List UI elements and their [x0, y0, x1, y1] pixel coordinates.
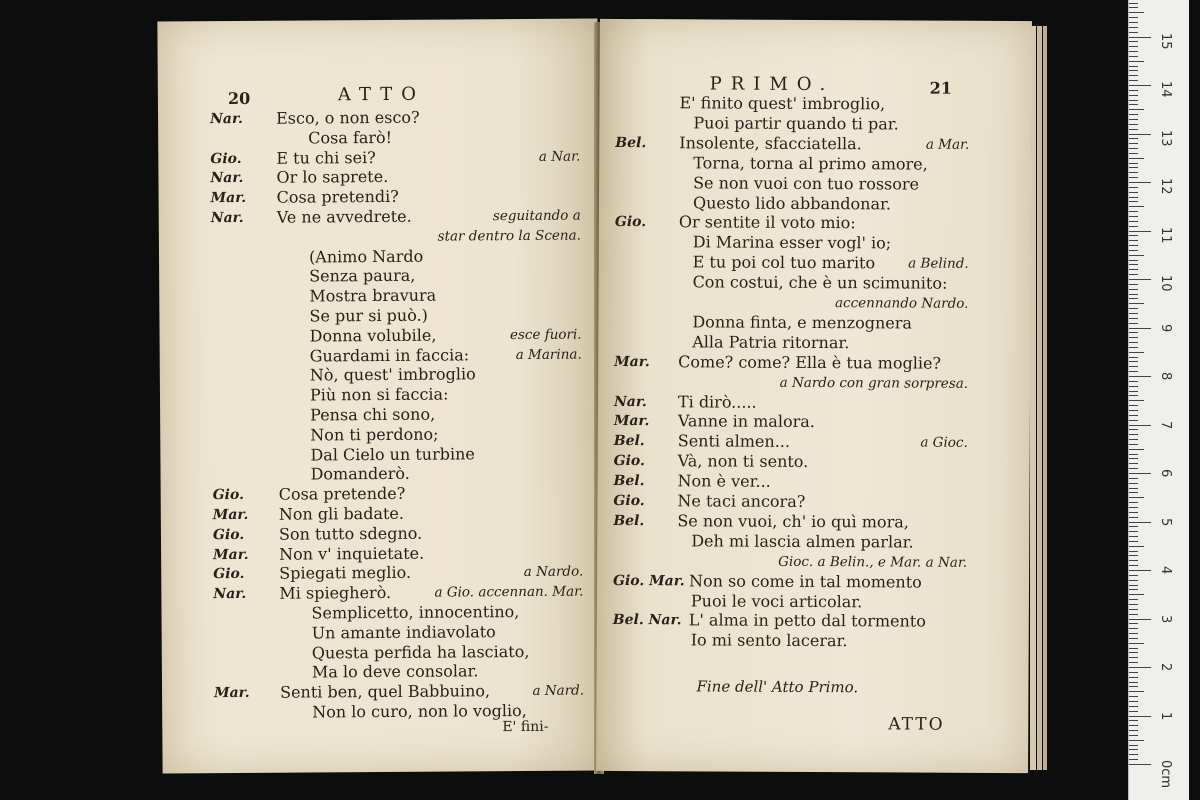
ruler-tick	[1129, 167, 1138, 168]
ruler-tick	[1129, 454, 1138, 455]
speaker-label: Gio.	[212, 487, 244, 504]
ruler-number: 0cm	[1158, 760, 1173, 789]
verse-line: E' finito quest' imbroglio,	[679, 93, 886, 114]
ruler-tick	[1129, 226, 1138, 227]
speaker-label: Mar.	[213, 546, 249, 563]
verse-line: Torna, torna al primo amore,	[693, 153, 928, 174]
verse-line: Dal Cielo un turbine	[310, 443, 475, 465]
speaker-label: Mar.	[214, 685, 250, 702]
ruler-tick	[1129, 444, 1138, 445]
ruler-tick	[1129, 352, 1144, 353]
verse-line: E tu poi col tuo marito	[692, 252, 876, 273]
verse-line: Semplicetto, innocentino,	[311, 602, 520, 623]
speaker-label: Mar.	[212, 506, 249, 524]
verse-line: Non gli badate.	[278, 503, 405, 524]
speaker-label: Gio. Mar.	[612, 572, 685, 589]
stage-direction: star dentro la Scena.	[437, 227, 581, 245]
ruler-number: 11	[1158, 226, 1173, 244]
stage-direction: a Nard.	[532, 682, 585, 700]
speaker-label: Nar.	[213, 586, 247, 603]
ruler-tick	[1129, 740, 1144, 741]
ruler-tick	[1129, 37, 1151, 38]
ruler-tick	[1129, 114, 1138, 115]
verse-line: Mi spiegherò.	[279, 583, 392, 603]
ruler-tick	[1129, 85, 1151, 86]
ruler-number: 3	[1158, 614, 1173, 623]
ruler-number: 12	[1158, 178, 1173, 195]
verse-line: Senti almen...	[677, 431, 791, 452]
ruler-tick	[1129, 759, 1138, 760]
speaker-label: Mar.	[210, 190, 247, 207]
ruler-tick	[1129, 691, 1144, 692]
speaker-label: Bel.	[613, 473, 645, 490]
verse-line: L' alma in petto dal tormento	[688, 610, 926, 631]
ruler-tick	[1129, 599, 1138, 600]
ruler-tick	[1129, 3, 1138, 4]
verse-line: Io mi sento lacerar.	[690, 630, 848, 651]
left-page	[157, 18, 602, 773]
page-number: 21	[929, 78, 952, 98]
ruler-tick	[1129, 425, 1151, 426]
ruler-tick	[1129, 279, 1151, 280]
ruler-tick	[1129, 614, 1138, 615]
verse-line: Donna volubile,	[309, 325, 437, 346]
ruler-tick	[1129, 555, 1138, 556]
ruler-tick	[1129, 711, 1138, 712]
verse-line: Spiegati meglio.	[279, 563, 412, 584]
ruler-tick	[1129, 274, 1138, 275]
ruler-tick	[1129, 686, 1138, 687]
ruler-tick	[1129, 240, 1138, 241]
verse-line: Mostra bravura	[309, 285, 437, 306]
ruler-tick	[1129, 400, 1144, 401]
ruler-tick	[1129, 551, 1138, 552]
verse-line: Come? come? Ella è tua moglie?	[678, 351, 942, 373]
ruler-tick	[1129, 662, 1138, 663]
stage-direction: a Gio. accennan. Mar.	[434, 583, 584, 601]
ruler-tick	[1129, 109, 1144, 110]
ruler-tick	[1129, 541, 1138, 542]
verse-line: Guardami in faccia:	[309, 344, 470, 366]
ruler-tick	[1129, 294, 1138, 295]
ruler-tick	[1129, 134, 1151, 135]
ruler-tick	[1129, 672, 1138, 673]
verse-line: Questa perfida ha lasciato,	[311, 641, 530, 663]
verse-line: Non lo curo, non lo voglio,	[312, 700, 527, 722]
ruler-tick	[1129, 410, 1138, 411]
ruler-tick	[1129, 619, 1151, 620]
speaker-label: Bel.	[613, 433, 645, 450]
verse-line: Puoi partir quando ti par.	[693, 113, 899, 134]
ruler-tick	[1129, 104, 1138, 105]
catchword: E' fini-	[502, 718, 549, 736]
verse-line: Ve ne avvedrete.	[276, 206, 412, 227]
ruler-tick	[1129, 623, 1138, 624]
ruler-tick	[1129, 657, 1138, 658]
ruler-tick	[1129, 206, 1144, 207]
ruler-tick	[1129, 347, 1138, 348]
ruler-tick	[1129, 284, 1138, 285]
verse-line: Ne taci ancora?	[677, 491, 806, 511]
ruler-tick	[1129, 589, 1138, 590]
speaker-label: Gio.	[614, 214, 647, 231]
ruler-number: 6	[1158, 469, 1173, 478]
ruler-tick	[1129, 463, 1138, 464]
ruler-number: 14	[1158, 81, 1173, 98]
verse-line: Non è ver...	[677, 471, 771, 491]
closing-line: Fine dell' Atto Primo.	[696, 677, 859, 697]
stage-direction: a Nar.	[538, 148, 581, 165]
ruler-tick	[1129, 27, 1138, 28]
ruler-tick	[1129, 366, 1138, 367]
speaker-label: Gio.	[213, 566, 245, 583]
ruler-tick	[1129, 434, 1138, 435]
ruler-tick	[1129, 235, 1138, 236]
verse-line: Cosa pretendi?	[276, 187, 399, 207]
right-page	[596, 19, 1032, 773]
speaker-label: Gio.	[613, 492, 645, 510]
ruler-tick	[1129, 318, 1138, 319]
ruler-tick	[1129, 201, 1138, 202]
verse-line: Deh mi lascia almen parlar.	[691, 531, 914, 552]
ruler-tick	[1129, 745, 1138, 746]
ruler-tick	[1129, 488, 1138, 489]
ruler-tick	[1129, 245, 1138, 246]
ruler-tick	[1129, 211, 1138, 212]
ruler-tick	[1129, 512, 1138, 513]
ruler-tick	[1129, 638, 1138, 639]
verse-line: Cosa pretende?	[278, 484, 406, 504]
speaker-label: Nar.	[210, 110, 243, 128]
verse-line: Pensa chi sono,	[310, 404, 436, 425]
ruler-tick	[1129, 628, 1138, 629]
ruler-tick	[1129, 570, 1151, 571]
ruler-tick	[1129, 449, 1144, 450]
ruler-tick	[1129, 546, 1144, 547]
ruler-tick	[1129, 269, 1138, 270]
verse-line: E tu chi sei?	[276, 147, 376, 168]
ruler-tick	[1129, 192, 1138, 193]
ruler-tick	[1129, 371, 1138, 372]
verse-line: Or lo saprete.	[276, 167, 389, 188]
ruler-tick	[1129, 153, 1138, 154]
verse-line: Un amante indiavolato	[311, 621, 496, 643]
ruler-tick	[1129, 725, 1138, 726]
ruler-tick	[1129, 429, 1138, 430]
ruler-tick	[1129, 420, 1138, 421]
ruler-tick	[1129, 575, 1138, 576]
ruler-tick	[1129, 764, 1151, 765]
verse-line: Alla Patria ritornar.	[692, 332, 850, 352]
verse-line: Or sentite il voto mio:	[678, 212, 856, 233]
stage-direction: esce fuori.	[509, 326, 582, 343]
verse-line: Esco, o non esco?	[275, 107, 420, 128]
ruler-tick	[1129, 46, 1138, 47]
verse-line: Di Marina esser vogl' io;	[692, 232, 892, 253]
ruler-tick	[1129, 468, 1138, 469]
ruler-tick	[1129, 483, 1138, 484]
ruler-tick	[1129, 129, 1138, 130]
ruler-tick	[1129, 439, 1138, 440]
ruler-tick	[1129, 124, 1138, 125]
verse-line: Non ti perdono;	[310, 424, 439, 445]
verse-line: Senti ben, quel Babbuino,	[280, 681, 491, 702]
ruler-tick	[1129, 395, 1138, 396]
ruler-tick	[1129, 526, 1138, 527]
ruler-tick	[1129, 61, 1144, 62]
ruler-tick	[1129, 332, 1138, 333]
ruler-tick	[1129, 531, 1138, 532]
verse-line: Insolente, sfacciatella.	[679, 133, 862, 154]
speaker-label: Nar.	[210, 170, 244, 187]
ruler-tick	[1129, 749, 1138, 750]
ruler-tick	[1129, 313, 1138, 314]
verse-line: Cosa farò!	[308, 127, 393, 148]
speaker-label: Gio.	[613, 453, 645, 470]
ruler-number: 9	[1158, 323, 1173, 332]
ruler-tick	[1129, 323, 1138, 324]
ruler-number: 7	[1158, 420, 1173, 429]
speaker-label: Bel.	[615, 134, 647, 151]
ruler-tick	[1129, 163, 1138, 164]
verse-line: Con costui, che è un scimunito:	[692, 272, 948, 293]
ruler-tick	[1129, 337, 1138, 338]
verse-line: (Animo Nardo	[308, 246, 424, 267]
ruler-tick	[1129, 376, 1151, 377]
stage-direction: a Belind.	[908, 255, 969, 272]
speaker-label: Nar.	[210, 209, 244, 227]
ruler-number: 2	[1158, 663, 1173, 672]
ruler-tick	[1129, 415, 1138, 416]
ruler-tick	[1129, 303, 1144, 304]
ruler-tick	[1129, 502, 1138, 503]
ruler-tick	[1129, 735, 1138, 736]
ruler-tick	[1129, 517, 1138, 518]
running-head: ATTO	[337, 83, 426, 106]
ruler-tick	[1129, 298, 1138, 299]
ruler-number: 1	[1158, 711, 1173, 720]
verse-line: Se non vuoi, ch' io quì mora,	[677, 511, 909, 532]
verse-line: Se pur si può.)	[309, 305, 428, 326]
ruler-tick	[1129, 51, 1138, 52]
ruler-tick	[1129, 720, 1138, 721]
ruler-tick	[1129, 677, 1138, 678]
ruler-tick	[1129, 250, 1138, 251]
verse-line: Più non si faccia:	[309, 384, 449, 405]
ruler-number: 15	[1158, 32, 1173, 50]
ruler-tick	[1129, 12, 1144, 13]
ruler-tick	[1129, 187, 1138, 188]
ruler-tick	[1129, 497, 1144, 498]
ruler-tick	[1129, 138, 1138, 139]
ruler-tick	[1129, 216, 1138, 217]
ruler-tick	[1129, 197, 1138, 198]
verse-line: Donna finta, e menzognera	[692, 312, 913, 333]
stage-direction: a Nardo con gran sorpresa.	[779, 374, 969, 392]
ruler-tick	[1129, 473, 1151, 474]
verse-line: Ma lo deve consolar.	[311, 661, 479, 682]
ruler-number: 5	[1158, 517, 1173, 526]
ruler-tick	[1129, 643, 1144, 644]
verse-line: Son tutto sdegno.	[278, 523, 423, 544]
ruler-tick	[1129, 80, 1138, 81]
page-number: 20	[227, 88, 251, 109]
stage-direction: a Marina.	[515, 346, 582, 363]
verse-line: Non so come in tal momento	[688, 570, 922, 592]
ruler-tick	[1129, 90, 1138, 91]
speaker-label: Mar.	[613, 413, 650, 430]
stage-direction: accennando Nardo.	[834, 295, 969, 312]
ruler-tick	[1129, 701, 1138, 702]
ruler-tick	[1129, 143, 1138, 144]
ruler-tick	[1129, 730, 1138, 731]
stage-direction: a Nardo.	[523, 563, 584, 581]
ruler-tick	[1129, 177, 1138, 178]
ruler-tick	[1129, 41, 1138, 42]
ruler-tick	[1129, 158, 1144, 159]
ruler-number: 8	[1158, 372, 1173, 381]
speaker-label: Nar.	[613, 393, 647, 410]
ruler-tick	[1129, 56, 1138, 57]
verse-line: Puoi le voci articolar.	[690, 590, 863, 611]
ruler-number: 10	[1158, 275, 1173, 292]
ruler-tick	[1129, 754, 1138, 755]
ruler-tick	[1129, 289, 1138, 290]
ruler-tick	[1129, 405, 1138, 406]
speaker-label: Bel. Nar.	[612, 612, 682, 629]
ruler-tick	[1129, 696, 1138, 697]
ruler-tick	[1129, 604, 1138, 605]
ruler-tick	[1129, 357, 1138, 358]
ruler-tick	[1129, 66, 1138, 67]
ruler-tick	[1129, 381, 1138, 382]
ruler-tick	[1129, 522, 1151, 523]
verse-line: Và, non ti sento.	[677, 451, 809, 472]
ruler-tick	[1129, 182, 1151, 183]
ruler-tick	[1129, 560, 1138, 561]
ruler-tick	[1129, 633, 1138, 634]
ruler-tick	[1129, 308, 1138, 309]
ruler-number: 4	[1158, 566, 1173, 575]
speaker-label: Gio.	[210, 150, 242, 167]
ruler-number: 13	[1158, 129, 1173, 147]
ruler-tick	[1129, 652, 1138, 653]
ruler-tick	[1129, 342, 1138, 343]
verse-line: Nò, quest' imbroglio	[309, 364, 476, 385]
ruler-tick	[1129, 231, 1151, 232]
ruler-tick	[1129, 172, 1138, 173]
verse-line: Senza paura,	[309, 266, 416, 286]
ruler-tick	[1129, 148, 1138, 149]
verse-line: Non v' inquietate.	[279, 543, 425, 564]
ruler-tick	[1129, 458, 1138, 459]
catchword: ATTO	[888, 714, 945, 735]
ruler-tick	[1129, 478, 1138, 479]
ruler-tick	[1129, 609, 1138, 610]
ruler-tick	[1129, 648, 1138, 649]
ruler-tick	[1129, 7, 1138, 8]
ruler-tick	[1129, 682, 1138, 683]
ruler-tick	[1129, 221, 1138, 222]
ruler-tick	[1129, 706, 1138, 707]
ruler-tick	[1129, 95, 1138, 96]
stage-direction: seguitando a	[492, 207, 581, 225]
verse-line: Domanderò.	[310, 464, 410, 484]
stage-direction: a Gioc.	[920, 434, 968, 452]
ruler-tick	[1129, 585, 1138, 586]
ruler-tick	[1129, 361, 1138, 362]
ruler-tick	[1129, 667, 1151, 668]
ruler-tick	[1129, 100, 1138, 101]
speaker-label: Bel.	[613, 512, 645, 530]
ruler-tick	[1129, 391, 1138, 392]
ruler-tick	[1129, 264, 1138, 265]
page-edge	[1037, 26, 1042, 770]
stage-direction: a Mar.	[925, 136, 970, 153]
ruler-tick	[1129, 536, 1138, 537]
verse-line: Ti dirò.....	[677, 391, 757, 412]
ruler-tick	[1129, 594, 1144, 595]
running-head: PRIMO.	[709, 73, 835, 96]
page-edge	[1043, 26, 1047, 770]
verse-line: Se non vuoi con tuo rossore	[693, 172, 920, 194]
ruler-tick	[1129, 32, 1138, 33]
ruler-tick	[1129, 119, 1138, 120]
speaker-label: Gio.	[212, 526, 245, 543]
ruler-tick	[1129, 565, 1138, 566]
ruler-tick	[1129, 255, 1144, 256]
speaker-label: Mar.	[614, 353, 650, 370]
ruler-tick	[1129, 328, 1151, 329]
stage-direction: Gioc. a Belin., e Mar. a Nar.	[778, 553, 968, 571]
measuring-ruler	[1128, 0, 1189, 800]
ruler-tick	[1129, 22, 1138, 23]
verse-line: Questo lido abbandonar.	[692, 192, 892, 213]
ruler-tick	[1129, 716, 1151, 717]
ruler-tick	[1129, 492, 1138, 493]
verse-line: Vanne in malora.	[677, 411, 815, 432]
ruler-tick	[1129, 386, 1138, 387]
ruler-tick	[1129, 17, 1138, 18]
ruler-tick	[1129, 507, 1138, 508]
ruler-tick	[1129, 70, 1138, 71]
ruler-tick	[1129, 75, 1138, 76]
ruler-tick	[1129, 580, 1138, 581]
ruler-tick	[1129, 260, 1138, 261]
